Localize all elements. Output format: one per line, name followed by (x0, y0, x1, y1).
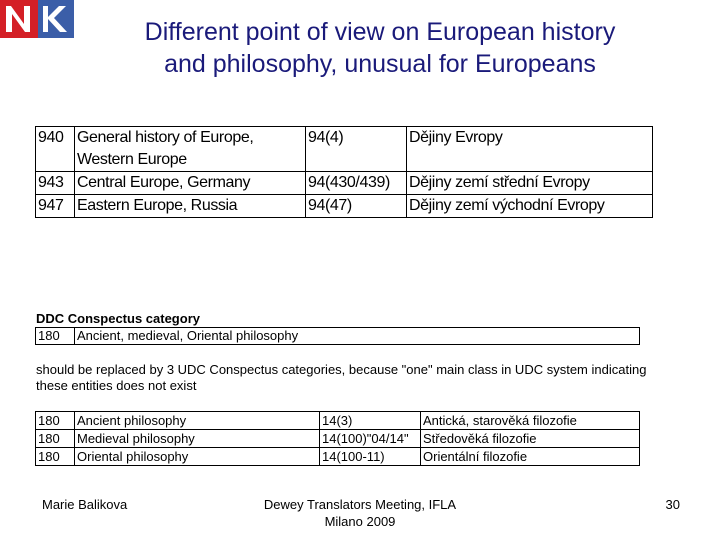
ddc-number: 947 (36, 195, 75, 218)
czech-term: Dějiny Evropy (407, 127, 653, 172)
ddc-number: 940 (36, 127, 75, 172)
subject: Ancient, medieval, Oriental philosophy (75, 328, 640, 345)
subject: General history of Europe, Western Europe (75, 127, 306, 172)
table-row (36, 127, 653, 172)
czech-term: Antická, starověká filozofie (421, 412, 640, 430)
czech-term: Středověká filozofie (421, 430, 640, 448)
ddc-number: 180 (36, 430, 75, 448)
subject: Eastern Europe, Russia (75, 195, 306, 218)
ddc-number: 180 (36, 412, 75, 430)
subject: Oriental philosophy (75, 448, 320, 466)
udc-table (35, 411, 640, 466)
ddc-table (35, 327, 640, 345)
table-row (36, 412, 640, 430)
history-table (35, 126, 653, 218)
udc-number: 94(4) (306, 127, 407, 172)
table-row (36, 172, 653, 195)
nk-logo (0, 0, 76, 38)
udc-number: 14(100)"04/14" (320, 430, 421, 448)
table-row (36, 328, 640, 345)
footer-event (230, 496, 490, 530)
table-row (36, 195, 653, 218)
footer-event-line-1: Dewey Translators Meeting, IFLA (263, 497, 457, 512)
subject: Medieval philosophy (75, 430, 320, 448)
title-line-2: and philosophy, unusual for Europeans (164, 50, 596, 78)
udc-number: 94(47) (306, 195, 407, 218)
nk-logo-icon (0, 0, 76, 38)
ddc-number: 180 (36, 448, 75, 466)
udc-number: 94(430/439) (306, 172, 407, 195)
subject: Central Europe, Germany (75, 172, 306, 195)
ddc-number: 180 (36, 328, 75, 345)
footer-author: Marie Balikova (42, 497, 128, 512)
udc-number: 14(100-11) (320, 448, 421, 466)
ddc-number: 943 (36, 172, 75, 195)
czech-term: Dějiny zemí střední Evropy (407, 172, 653, 195)
page-number: 30 (665, 497, 680, 512)
title-line-1: Different point of view on European history (144, 18, 616, 46)
czech-term: Dějiny zemí východní Evropy (407, 195, 653, 218)
ddc-heading: DDC Conspectus category (36, 311, 200, 326)
table-row (36, 430, 640, 448)
replacement-note: should be replaced by 3 UDC Conspectus categories, because "one" main class in UDC system indicating these entities does not exist (36, 362, 647, 393)
subject: Ancient philosophy (75, 412, 320, 430)
table-row (36, 448, 640, 466)
slide-title (80, 16, 680, 80)
udc-number: 14(3) (320, 412, 421, 430)
footer-event-line-2: Milano 2009 (324, 514, 396, 529)
czech-term: Orientální filozofie (421, 448, 640, 466)
